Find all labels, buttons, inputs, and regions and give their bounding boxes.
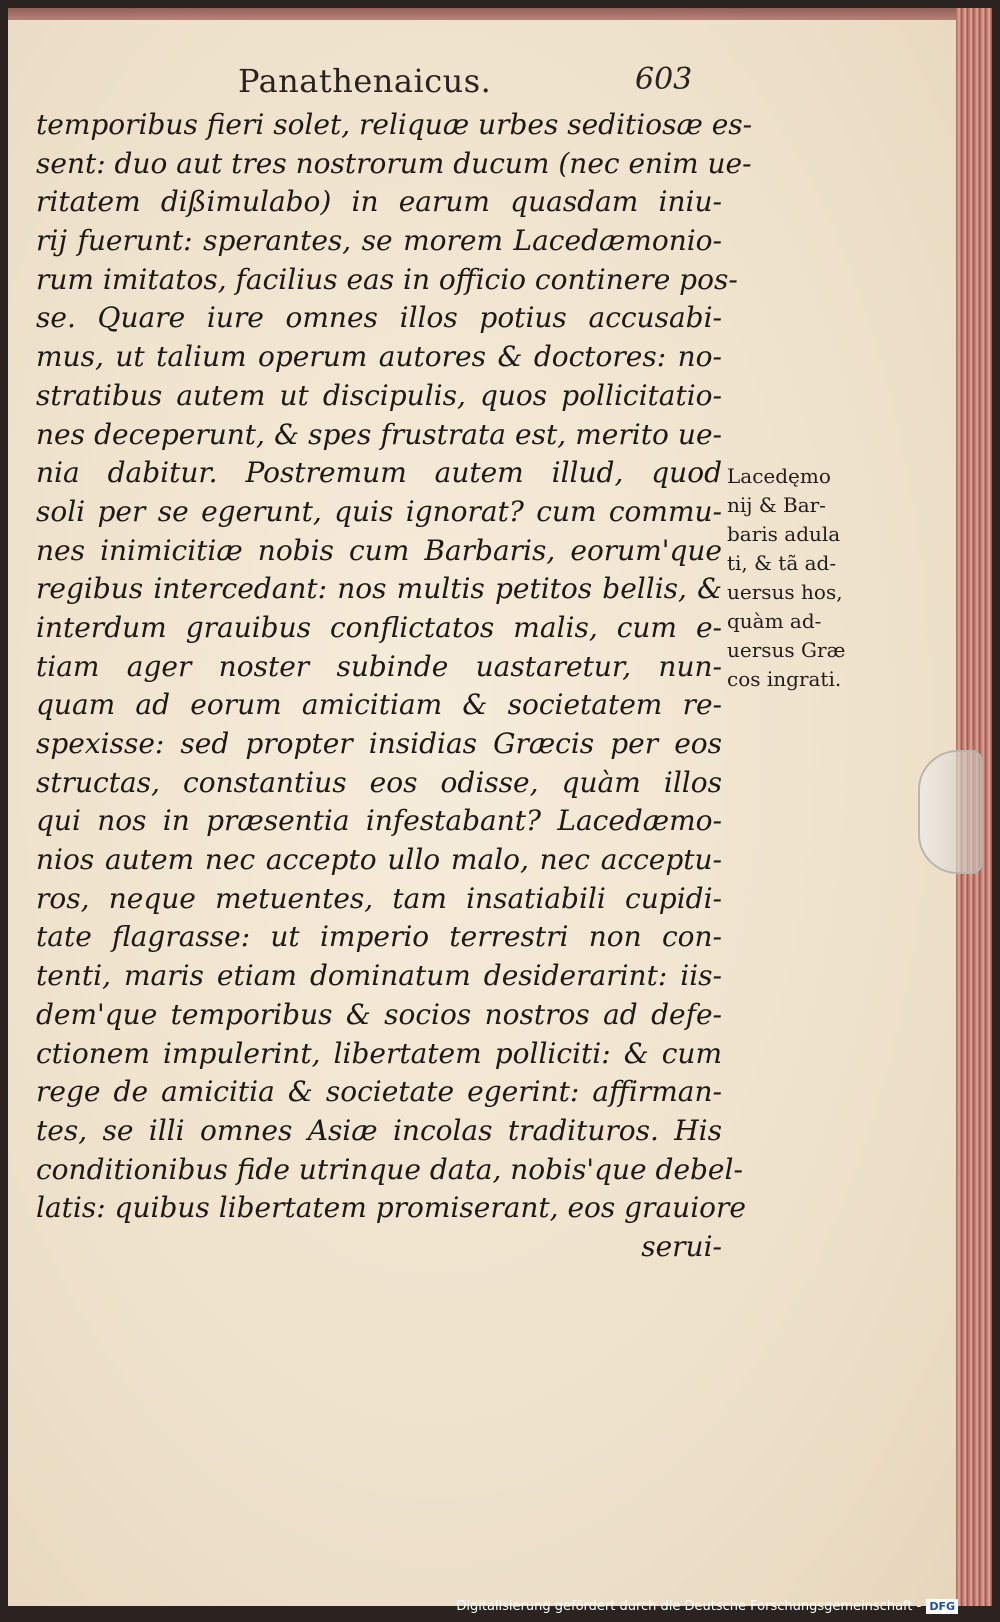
text-line: tes, se illi omnes Asiæ incolas tradituros. His bbox=[36, 1113, 722, 1147]
text-line: nes deceperunt, & spes frustrata est, merito ue- bbox=[36, 417, 722, 451]
text-line: nes inimicitiæ nobis cum Barbaris, eorum'que bbox=[36, 533, 722, 567]
text-line: tate flagrasse: ut imperio terrestri non con- bbox=[36, 920, 722, 954]
credit-text: Digitalisierung gefördert durch die Deutsche Forschungsgemeinschaft - bbox=[456, 1599, 922, 1614]
marginal-line: uersus Græ bbox=[727, 638, 846, 662]
text-line: regibus intercedant: nos multis petitos bellis, & bbox=[36, 572, 722, 606]
text-line: qui nos in præsentia infestabant? Lacedæmo- bbox=[36, 804, 722, 838]
text-line: ritatem dißimulabo) in earum quasdam iniu- bbox=[36, 185, 722, 219]
running-title: Panathenaicus. bbox=[238, 62, 492, 100]
text-line: nia dabitur. Postremum autem illud, quod bbox=[36, 456, 722, 490]
text-line: rum imitatos, facilius eas in officio continere pos- bbox=[36, 262, 738, 296]
marginal-line: Lacedęmo bbox=[727, 464, 831, 488]
text-line: temporibus fieri solet, reliquæ urbes seditiosæ es- bbox=[36, 108, 753, 141]
text-line: latis: quibus libertatem promiserant, eos grauiore bbox=[36, 1191, 746, 1225]
marginal-line: baris adula bbox=[727, 522, 841, 546]
marginal-line: nij & Bar- bbox=[727, 493, 826, 517]
text-line: rege de amicitia & societate egerint: affirman- bbox=[36, 1075, 722, 1109]
text-line: conditionibus fide utrinque data, nobis'que debel- bbox=[36, 1152, 743, 1186]
body-text bbox=[36, 106, 753, 1267]
text-line: se. Quare iure omnes illos potius accusabi- bbox=[36, 301, 722, 335]
marginal-line: uersus hos, bbox=[727, 580, 843, 604]
text-line: nios autem nec accepto ullo malo, nec acceptu- bbox=[36, 843, 722, 877]
book-clip bbox=[918, 750, 982, 874]
text-line: spexisse: sed propter insidias Græcis per eos bbox=[36, 727, 722, 760]
dfg-logo: DFG bbox=[926, 1599, 958, 1614]
text-line: rij fuerunt: sperantes, se morem Lacedæmonio- bbox=[36, 224, 722, 258]
text-line: ros, neque metuentes, tam insatiabili cupidi- bbox=[36, 881, 722, 915]
page-top-edge bbox=[8, 8, 956, 20]
text-line: mus, ut talium operum autores & doctores: no- bbox=[36, 340, 722, 374]
text-line: tenti, maris etiam dominatum desiderarint: iis- bbox=[36, 959, 722, 993]
marginal-line: quàm ad- bbox=[727, 609, 822, 633]
marginal-note bbox=[727, 462, 867, 694]
text-line: structas, constantius eos odisse, quàm illos bbox=[36, 765, 722, 799]
text-line: sent: duo aut tres nostrorum ducum (nec enim ue- bbox=[36, 146, 752, 180]
digitization-credit bbox=[456, 1599, 958, 1614]
text-line: interdum grauibus conflictatos malis, cum e- bbox=[36, 610, 722, 644]
text-line: ctionem impulerint, libertatem polliciti: & cum bbox=[36, 1036, 722, 1070]
text-line: dem'que temporibus & socios nostros ad defe- bbox=[36, 997, 722, 1031]
text-line: stratibus autem ut discipulis, quos pollicitatio- bbox=[36, 378, 722, 412]
marginal-line: cos ingrati. bbox=[727, 667, 842, 691]
marginal-line: ti, & tã ad- bbox=[727, 551, 837, 575]
page-number: 603 bbox=[635, 62, 693, 97]
text-line: tiam ager noster subinde uastaretur, nun- bbox=[36, 649, 722, 683]
catchword: serui- bbox=[641, 1229, 722, 1263]
text-line: soli per se egerunt, quis ignorat? cum commu- bbox=[36, 494, 722, 528]
text-line: quam ad eorum amicitiam & societatem re- bbox=[36, 688, 722, 722]
